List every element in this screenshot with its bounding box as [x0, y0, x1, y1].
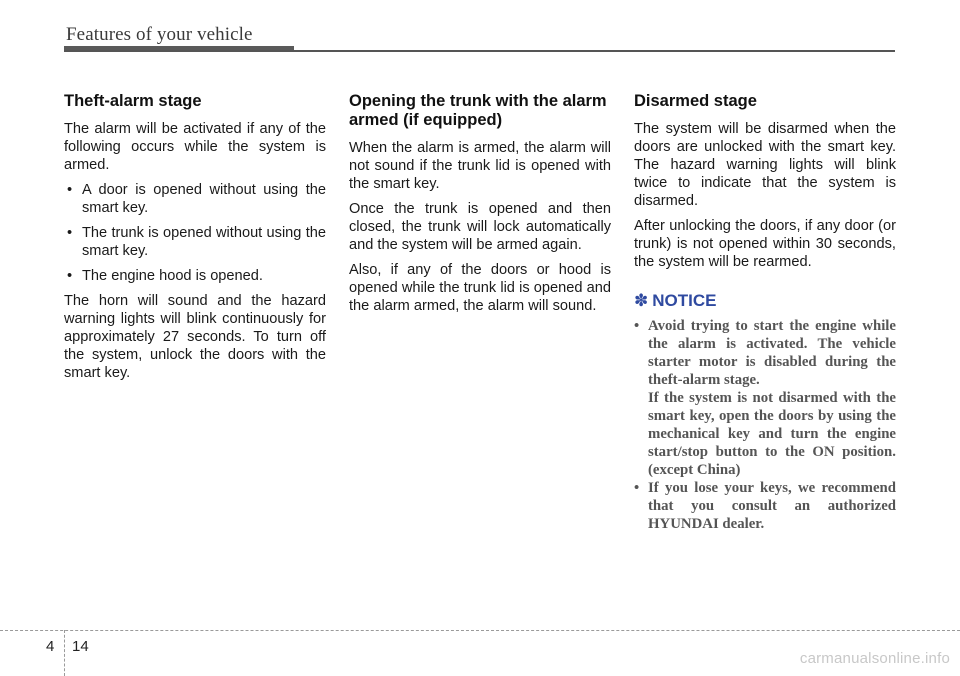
list-item: • The trunk is opened without using the smart key.: [64, 224, 326, 260]
column-opening-trunk: [349, 92, 611, 322]
notice-title: NOTICE: [652, 291, 717, 310]
section-heading-opening-trunk: Opening the trunk with the alarm armed (if equipped): [349, 92, 607, 129]
notice-item: [634, 317, 896, 479]
section-heading-theft-alarm: Theft-alarm stage: [64, 92, 202, 110]
theft-alarm-outro: The horn will sound and the hazard warning lights will blink continuously for approximately 27 seconds. To turn off the system, unlock the doors with the smart key.: [64, 293, 326, 381]
notice-item-text: If the system is not disarmed with the smart key, open the doors by using the mechanical key and turn the engine start/stop button to the ON position. (except China): [648, 390, 896, 478]
column-theft-alarm: [64, 92, 326, 389]
page-number: 14: [72, 638, 89, 655]
list-item: • A door is opened without using the smart key.: [64, 181, 326, 217]
opening-trunk-paragraph-1: When the alarm is armed, the alarm will not sound if the trunk lid is opened with the smart key.: [349, 140, 611, 192]
notice-star-icon: ✽: [634, 291, 649, 310]
footer-vertical-dashed-rule: [64, 630, 65, 676]
page-chapter-number: 4: [46, 638, 55, 655]
opening-trunk-paragraph-3: Also, if any of the doors or hood is opened while the trunk lid is opened and the alarm armed, the alarm will sound.: [349, 262, 611, 314]
disarmed-paragraph-2: After unlocking the doors, if any door (or trunk) is not opened within 30 seconds, the system will be rearmed.: [634, 218, 896, 270]
opening-trunk-paragraph-2: Once the trunk is opened and then closed, the trunk will lock automatically and the system will be armed again.: [349, 201, 611, 253]
list-item: • The engine hood is opened.: [64, 267, 326, 285]
disarmed-paragraph-1: The system will be disarmed when the doors are unlocked with the smart key. The hazard warning lights will blink twice to indicate that the system is disarmed.: [634, 121, 896, 209]
column-disarmed: [634, 92, 896, 533]
watermark-text: carmanualsonline.info: [799, 650, 950, 667]
footer-dashed-rule: [0, 630, 960, 631]
notice-item-text: • Avoid trying to start the engine while the alarm is activated. The vehicle starter motor is disabled during the theft-alarm stage.: [648, 318, 896, 388]
notice-item: [634, 479, 896, 533]
header-rule: [64, 50, 895, 52]
section-heading-disarmed: Disarmed stage: [634, 92, 757, 110]
notice-item-text: • If you lose your keys, we recommend that you consult an authorized HYUNDAI dealer.: [648, 480, 896, 532]
theft-alarm-list: [64, 181, 326, 285]
page-header-title: Features of your vehicle: [66, 24, 253, 45]
theft-alarm-intro: The alarm will be activated if any of the following occurs while the system is armed.: [64, 121, 326, 173]
notice-list: [634, 317, 896, 533]
notice-heading: [634, 291, 896, 311]
